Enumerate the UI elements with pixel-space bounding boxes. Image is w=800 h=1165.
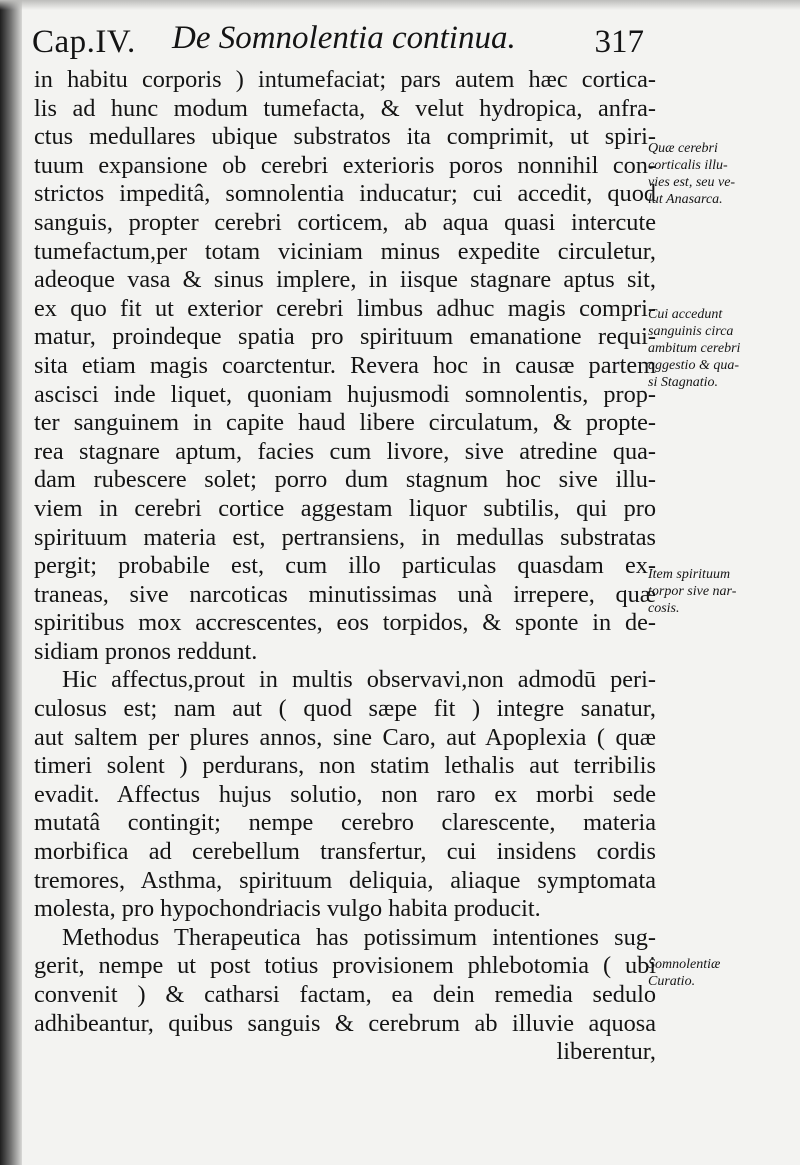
margin-note-line: Curatio. [648,974,696,989]
margin-note-line: vies est, seu ve- [648,175,736,190]
margin-note [648,306,796,391]
text-line: in habitu corporis ) intumefaciat; pars autem hæc cortica- [34,66,656,93]
margin-note [648,956,796,990]
running-header [32,10,644,68]
text-line: gerit, nempe ut post totius provisionem phlebotomia ( ubi [34,952,656,980]
margin-note-line: Quæ cerebri [648,141,718,156]
margin-note-line: lut Anasarca. [648,192,723,207]
margin-note-line: aggestio & qua- [648,358,739,373]
text-line: spiritibus mox accrescentes, eos torpidos, & sponte in de- [34,609,656,637]
text-line: aut saltem per plures annos, sine Caro, aut Apoplexia ( quæ [34,723,656,751]
margin-note-line: Item spirituum [648,567,731,582]
text-line: mutatâ contingit; nempe cerebro clarescente, materia [34,809,656,837]
text-line: tuum expansione ob cerebri exterioris poros nonnihil con- [34,151,656,179]
paragraph-start-line: Methodus Therapeutica has potissimum intentiones sug- [62,923,656,951]
text-line: timeri solent ) perdurans, non statim lethalis aut terribilis [34,752,656,780]
text-line: ter sanguinem in capite haud libere circulatum, & propte- [34,409,656,437]
text-line: adhibeantur, quibus sanguis & cerebrum ab illuvie aquosa [34,1009,656,1037]
margin-note-line: sanguinis circa [648,324,734,339]
page-gutter-shadow [0,0,22,1165]
catchword-line: liberentur, [556,1038,656,1066]
margin-note [648,140,796,208]
text-line: convenit ) & catharsi factam, ea dein remedia sedulo [34,981,656,1008]
text-line: lis ad hunc modum tumefacta, & velut hydropica, anfra- [34,94,656,122]
text-line: sita etiam magis coarctentur. Revera hoc in causæ partem [34,351,656,379]
chapter-label: Cap.IV. [32,24,136,60]
text-line: molesta, pro hypochondriacis vulgo habita producit. [34,895,541,923]
text-line: ctus medullares ubique substratos ita comprimit, ut spiri- [34,123,656,151]
page-top-shadow [0,0,800,10]
text-line: evadit. Affectus hujus solutio, non raro ex morbi sede [34,780,656,808]
margin-note-line: Cui accedunt [648,307,723,322]
text-line: ex quo fit ut exterior cerebri limbus adhuc magis compri- [34,294,656,322]
text-line: culosus est; nam aut ( quod sæpe fit ) integre sanatur, [34,695,656,723]
running-title: De Somnolentia continua. [172,20,516,56]
text-line: sidiam pronos reddunt. [34,637,258,665]
text-line: ascisci inde liquet, quoniam hujusmodi somnolentis, prop- [34,380,656,408]
text-line: viem in cerebri cortice aggestam liquor subtilis, qui pro [34,494,656,522]
text-line: spirituum materia est, pertransiens, in medullas substratas [34,523,656,551]
text-line: tremores, Asthma, spirituum deliquia, aliaque symptomata [34,866,656,894]
margin-note-line: cosis. [648,601,680,616]
text-line: tumefactum,per totam viciniam minus expedite circuletur, [34,237,656,265]
text-line: dam rubescere solet; porro dum stagnum hoc sive illu- [34,466,656,494]
text-line: morbifica ad cerebellum transfertur, cui insidens cordis [34,838,656,866]
text-line: rea stagnare aptum, facies cum livore, sive atredine qua- [34,437,656,465]
margin-note-line: Somnolentiæ [648,957,721,972]
page-number: 317 [594,24,644,60]
body-text [34,66,656,1067]
text-line: strictos impeditâ, somnolentia inducatur; cui accedit, quod [34,180,656,208]
text-line: matur, proindeque spatia pro spirituum emanatione requi- [34,323,656,351]
text-line: adeoque vasa & sinus implere, in iisque stagnare aptus sit, [34,266,656,294]
margin-note [648,566,796,617]
text-line: sanguis, propter cerebri corticem, ab aqua quasi intercute [34,208,656,236]
margin-note-line: si Stagnatio. [648,375,719,390]
margin-note-line: corticalis illu- [648,158,728,173]
paragraph-start-line: Hic affectus,prout in multis observavi,non admodū peri- [62,666,656,694]
margin-note-line: torpor sive nar- [648,584,737,599]
text-line: pergit; probabile est, cum illo particulas quasdam ex- [34,552,656,580]
margin-note-line: ambitum cerebri [648,341,741,356]
text-line: traneas, sive narcoticas minutissimas unà irrepere, quæ [34,580,656,608]
